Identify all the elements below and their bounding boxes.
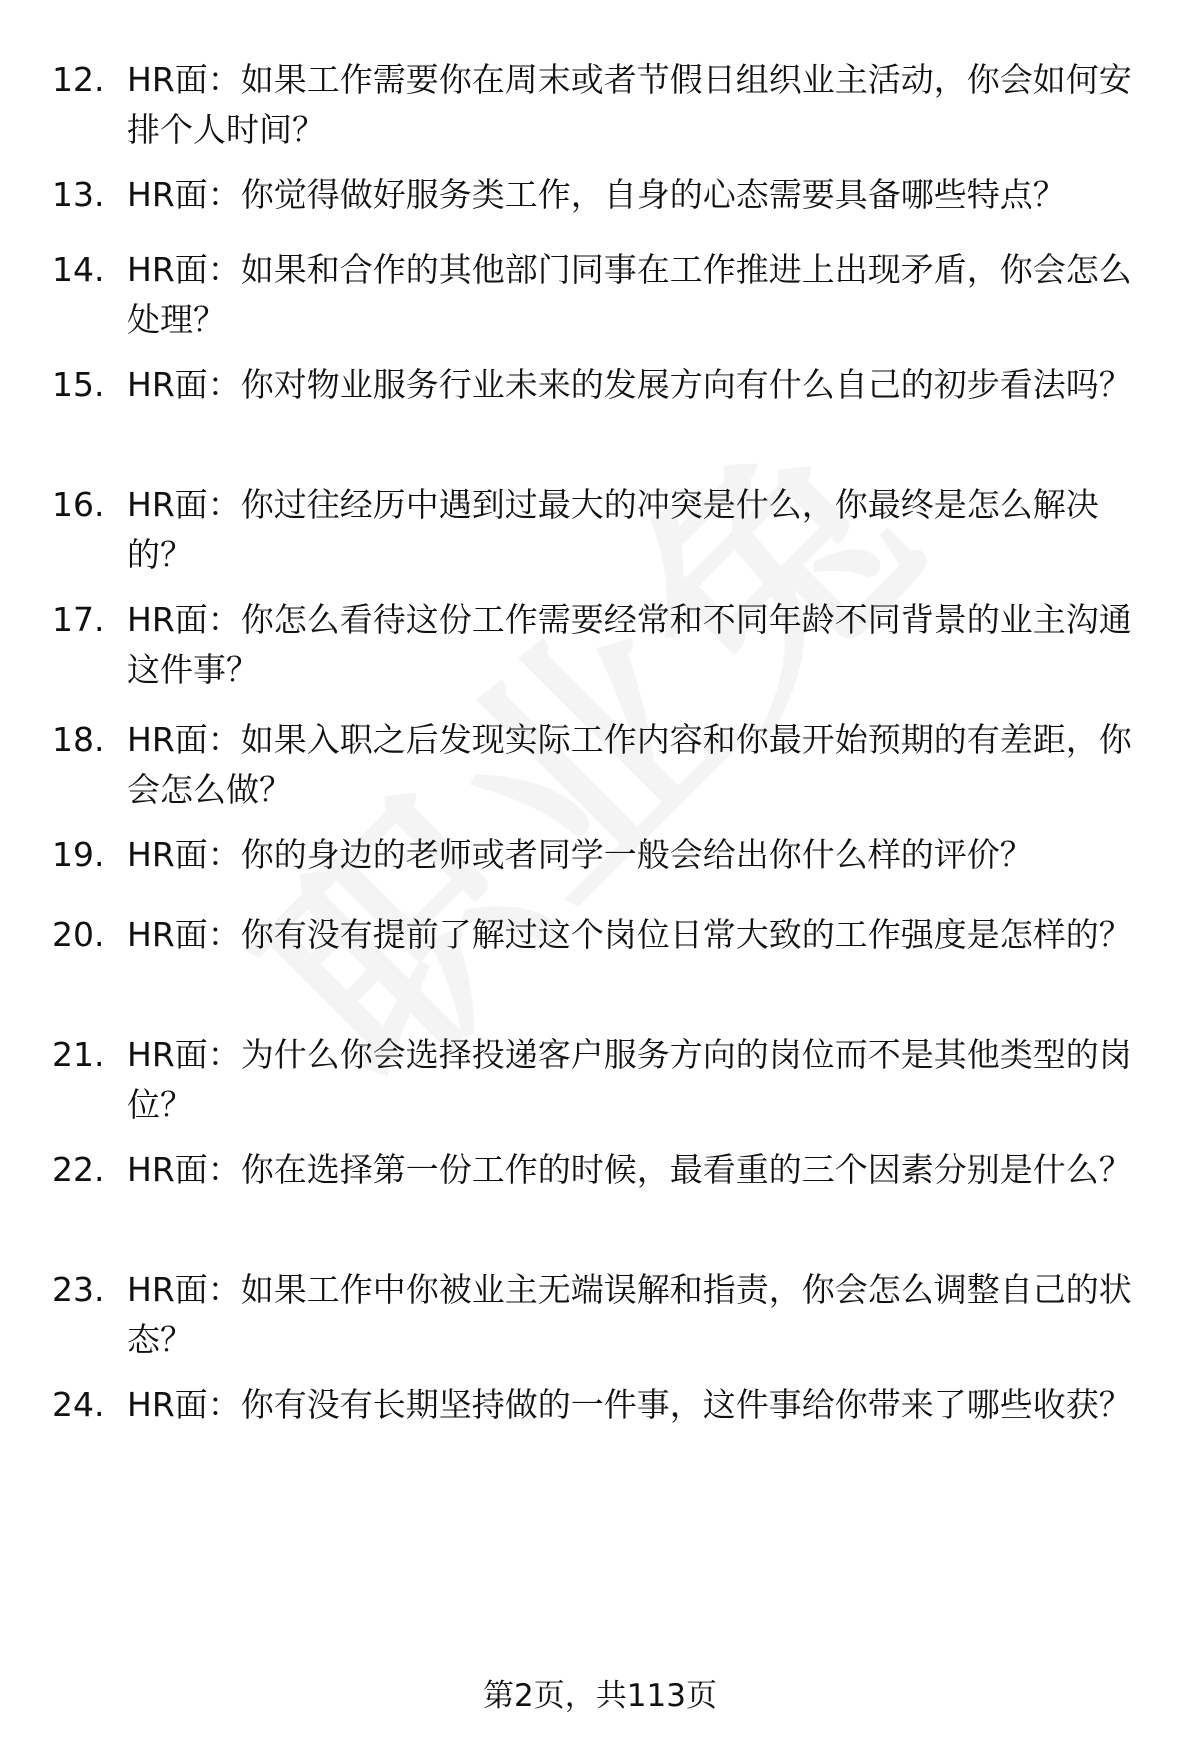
question-text: HR面：如果工作中你被业主无端误解和指责，你会怎么调整自己的状态？ xyxy=(127,1270,1132,1359)
question-number: 12. xyxy=(52,60,105,99)
question-number: 21. xyxy=(52,1035,105,1074)
question-text: HR面：你对物业服务行业未来的发展方向有什么自己的初步看法吗？ xyxy=(127,365,1132,404)
question-number: 20. xyxy=(52,915,105,954)
question-text: HR面：你觉得做好服务类工作，自身的心态需要具备哪些特点？ xyxy=(127,175,1066,214)
question-number: 24. xyxy=(52,1385,105,1424)
question-number: 19. xyxy=(52,835,105,874)
question-text: HR面：如果工作需要你在周末或者节假日组织业主活动，你会如何安排个人时间？ xyxy=(127,60,1132,149)
question-number: 14. xyxy=(52,250,105,289)
question-number: 15. xyxy=(52,365,105,404)
question-number: 22. xyxy=(52,1150,105,1189)
question-number: 17. xyxy=(52,600,105,639)
question-number: 23. xyxy=(52,1270,105,1309)
question-text: HR面：你过往经历中遇到过最大的冲突是什么，你最终是怎么解决的？ xyxy=(127,485,1099,574)
page-footer xyxy=(0,1670,1200,1715)
question-text: HR面：如果和合作的其他部门同事在工作推进上出现矛盾，你会怎么处理？ xyxy=(127,250,1132,339)
question-text: HR面：你怎么看待这份工作需要经常和不同年龄不同背景的业主沟通这件事？ xyxy=(127,600,1132,689)
question-number: 16. xyxy=(52,485,105,524)
question-number: 18. xyxy=(52,720,105,759)
question-text: HR面：你有没有提前了解过这个岗位日常大致的工作强度是怎样的？ xyxy=(127,915,1132,954)
question-text: HR面：如果入职之后发现实际工作内容和你最开始预期的有差距，你会怎么做？ xyxy=(127,720,1132,809)
question-text: HR面：你有没有长期坚持做的一件事，这件事给你带来了哪些收获？ xyxy=(127,1385,1132,1424)
question-text: HR面：你的身边的老师或者同学一般会给出你什么样的评价？ xyxy=(127,835,1033,874)
page-number-label: 第2页，共113页 xyxy=(483,1678,717,1714)
question-text: HR面：为什么你会选择投递客户服务方向的岗位而不是其他类型的岗位？ xyxy=(127,1035,1132,1124)
question-number: 13. xyxy=(52,175,105,214)
question-text: HR面：你在选择第一份工作的时候，最看重的三个因素分别是什么？ xyxy=(127,1150,1132,1189)
